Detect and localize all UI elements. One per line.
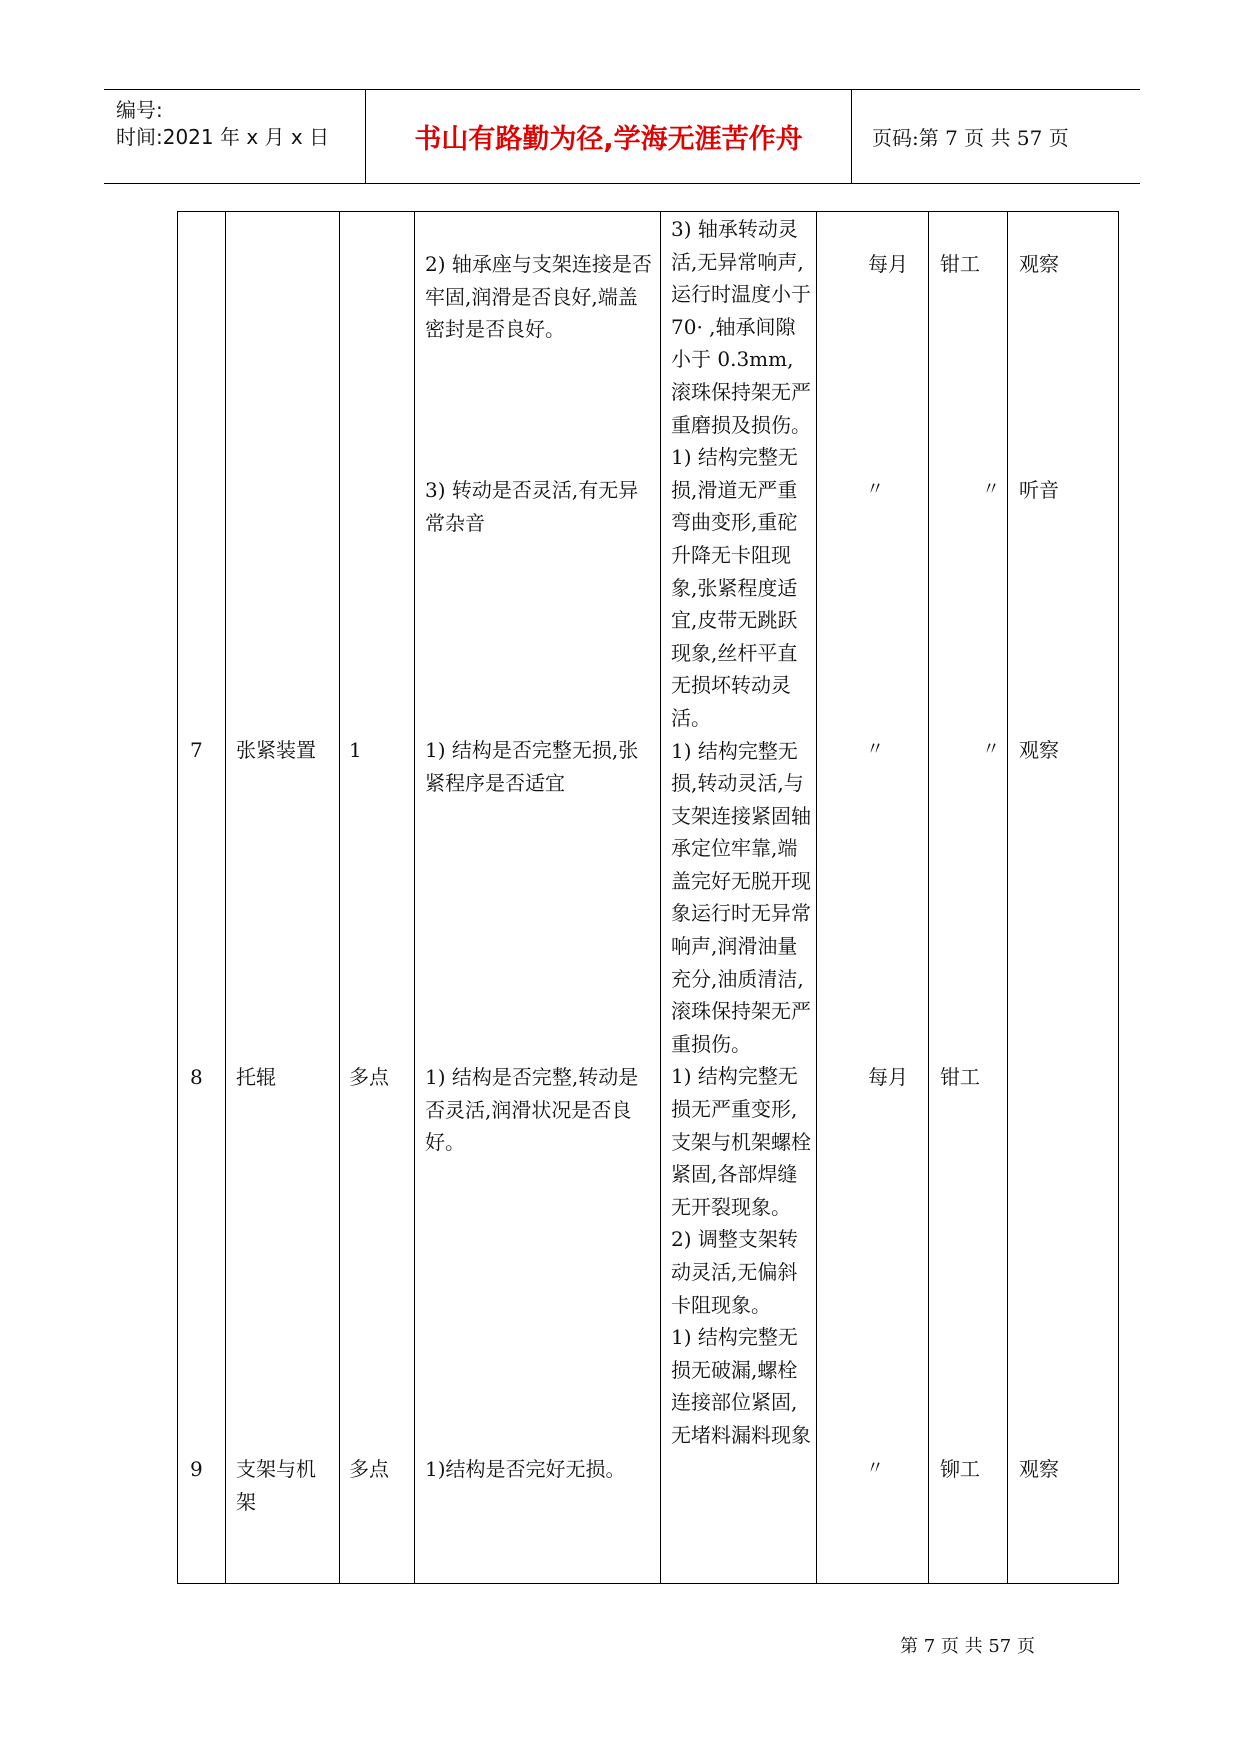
inspection-table xyxy=(177,211,1119,1584)
worker-value: 钳工 xyxy=(940,1065,980,1089)
column-divider xyxy=(414,212,415,1583)
row-number: 7 xyxy=(190,738,203,762)
ditto-mark: 〃 xyxy=(982,479,1000,500)
method-value: 观察 xyxy=(1019,252,1059,276)
cycle-value: 每月 xyxy=(868,252,908,276)
quantity: 多点 xyxy=(349,1065,389,1089)
column-divider xyxy=(816,212,817,1583)
ditto-mark: 〃 xyxy=(866,1458,884,1479)
page-footer: 第 7 页 共 57 页 xyxy=(900,1636,1035,1657)
document-header xyxy=(104,89,1140,184)
check-item: 1) 结构是否完整,转动是否灵活,润滑状况是否良好。 xyxy=(425,1065,639,1155)
ditto-mark: 〃 xyxy=(866,479,884,500)
standard-entry: 1) 结构完整无损无破漏,螺栓连接部位紧固,无堵料漏料现象 xyxy=(671,1325,811,1447)
column-divider xyxy=(339,212,340,1583)
method-value: 观察 xyxy=(1019,738,1059,762)
column-divider xyxy=(660,212,661,1583)
page-info: 页码:第 7 页 共 57 页 xyxy=(872,126,1069,150)
cycle-value: 每月 xyxy=(868,1065,908,1089)
standard-entry: 2) 调整支架转动灵活,无偏斜卡阻现象。 xyxy=(671,1227,798,1317)
worker-value: 钳工 xyxy=(940,252,980,276)
quantity: 1 xyxy=(349,738,362,762)
standard-entry: 1) 结构完整无损,滑道无严重弯曲变形,重砣升降无卡阻现象,张紧程度适宜,皮带无跳跃现象,丝杆平直无损坏转动灵活。 xyxy=(671,445,798,730)
row-number: 8 xyxy=(190,1065,203,1089)
check-item: 2) 轴承座与支架连接是否牢固,润滑是否良好,端盖密封是否良好。 xyxy=(425,252,652,342)
header-right-cell xyxy=(852,90,1140,183)
standard-text xyxy=(671,213,811,1452)
motto: 书山有路勤为径,学海无涯苦作舟 xyxy=(414,124,803,155)
check-item: 1)结构是否完好无损。 xyxy=(425,1457,626,1481)
quantity: 多点 xyxy=(349,1457,389,1481)
column-divider xyxy=(1007,212,1008,1583)
ditto-mark: 〃 xyxy=(866,739,884,760)
serial-label: 编号: xyxy=(116,98,163,122)
column-divider xyxy=(928,212,929,1583)
standard-entry: 1) 结构完整无损无严重变形,支架与机架螺栓紧固,各部焊缝无开裂现象。 xyxy=(671,1064,811,1219)
check-item: 1) 结构是否完整无损,张紧程序是否适宜 xyxy=(425,738,639,795)
method-value: 观察 xyxy=(1019,1457,1059,1481)
equipment-name: 托辊 xyxy=(236,1065,276,1089)
equipment-name: 张紧装置 xyxy=(236,738,316,762)
ditto-mark: 〃 xyxy=(982,739,1000,760)
row-number: 9 xyxy=(190,1457,203,1481)
check-item: 3) 转动是否灵活,有无异常杂音 xyxy=(425,478,639,535)
worker-value: 铆工 xyxy=(940,1457,980,1481)
header-left-cell xyxy=(104,90,366,183)
standard-entry: 3) 轴承转动灵活,无异常响声,运行时温度小于 70· ,轴承间隙小于 0.3mm,滚珠保持架无严重磨损及损伤。 xyxy=(671,217,811,437)
date-label: 时间:2021 年 x 月 x 日 xyxy=(116,125,330,149)
equipment-name: 支架与机架 xyxy=(236,1457,316,1514)
header-center-cell xyxy=(366,90,852,183)
column-divider xyxy=(225,212,226,1583)
method-value: 听音 xyxy=(1019,478,1059,502)
standard-entry: 1) 结构完整无损,转动灵活,与支架连接紧固轴承定位牢靠,端盖完好无脱开现象运行时无异常响声,润滑油量充分,油质清洁,滚珠保持架无严重损伤。 xyxy=(671,738,811,1056)
